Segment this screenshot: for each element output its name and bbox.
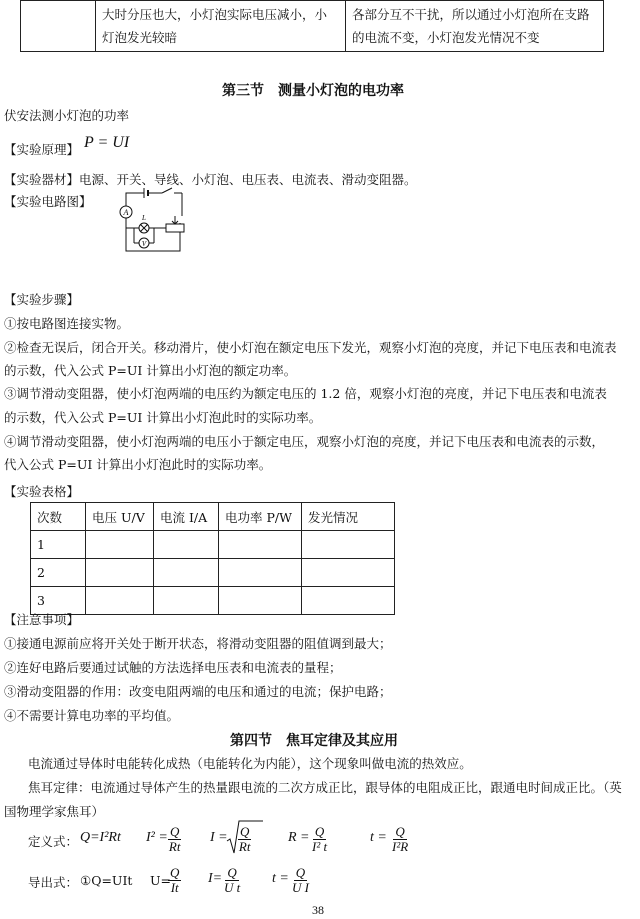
table-row — [31, 587, 395, 615]
formula-t-fraction — [392, 825, 408, 854]
table-header-row — [31, 503, 395, 531]
table-cell: 3 — [31, 587, 86, 615]
formula-i-label: I = — [210, 830, 228, 845]
table-header-cell: 发光情况 — [302, 503, 395, 531]
fraction-numerator: Q — [295, 865, 306, 880]
lamp-symbol: L — [142, 214, 146, 222]
table-cell — [219, 559, 302, 587]
experiment-table — [30, 502, 395, 615]
table-cell — [154, 559, 219, 587]
section4-title: 第四节 焦耳定律及其应用 — [230, 733, 398, 749]
table-cell — [302, 587, 395, 615]
formula-i-fraction — [238, 825, 251, 854]
step-line: ④调节滑动变阻器，使小灯泡两端的电压小于额定电压，观察小灯泡的亮度，并记下电压表和电流表的示数， — [4, 434, 605, 449]
formula-derived-u-fraction — [168, 866, 181, 895]
fraction-numerator: Q — [227, 865, 237, 880]
fraction-numerator: Q — [170, 824, 180, 839]
step-line: ①按电路图连接实物。 — [4, 316, 130, 331]
table-cell — [219, 531, 302, 559]
note-line: ③滑动变阻器的作用：改变电阻两端的电压和通过的电流；保护电路； — [4, 684, 392, 699]
rheostat-icon — [166, 224, 184, 232]
table-header-cell: 电压 U/V — [86, 503, 154, 531]
page-number: 38 — [312, 903, 324, 917]
table-cell — [154, 587, 219, 615]
fraction-denominator: Rt — [238, 839, 251, 854]
formula-derived-i-fraction — [224, 866, 240, 895]
notes-label: 【注意事项】 — [4, 612, 80, 627]
formula-q: Q=I²Rt — [80, 830, 121, 845]
table-header-cell: 电流 I/A — [154, 503, 219, 531]
table-cell — [86, 587, 154, 615]
section4-para2: 焦耳定律：电流通过导体产生的热量跟电流的二次方成正比，跟导体的电阻成正比，跟通电时间成正比。（英 — [28, 780, 622, 795]
formula-derived-u-label: U= — [150, 873, 172, 888]
fraction-denominator: It — [170, 880, 179, 895]
formula-derived-i-label: I= — [208, 871, 223, 886]
fraction-numerator: Q — [170, 865, 180, 880]
voltmeter-symbol: V — [141, 240, 147, 248]
steps-label: 【实验步骤】 — [4, 292, 80, 307]
formula-derived-q: ①Q=UIt — [80, 873, 133, 888]
table-cell: 1 — [31, 531, 86, 559]
formula-i2-fraction — [168, 825, 181, 854]
table-cell-empty — [21, 1, 96, 52]
table-header-cell: 次数 — [31, 503, 86, 531]
fraction-denominator: U I — [292, 880, 309, 895]
formula-r-label: R = — [288, 830, 310, 845]
ammeter-symbol: A — [123, 208, 129, 217]
step-line: ③调节滑动变阻器，使小灯泡两端的电压约为额定电压的 1.2 倍，观察小灯泡的亮度，并记下电压表和电流表 — [4, 386, 607, 401]
table-cell — [86, 531, 154, 559]
note-line: ④不需要计算电功率的平均值。 — [4, 708, 180, 723]
formula-i2-label: I² = — [146, 830, 168, 845]
step-line: 的示数，代入公式 P=UI 计算出小灯泡此时的实际功率。 — [4, 410, 322, 425]
formula-derived-t-fraction — [292, 866, 309, 895]
formula-derived-t-label: t = — [272, 871, 289, 886]
table-cell — [219, 587, 302, 615]
table-cell — [302, 531, 395, 559]
table-label: 【实验表格】 — [4, 484, 80, 499]
table-cell-left: 大时分压也大，小灯泡实际电压减小，小灯泡发光较暗 — [96, 1, 346, 52]
fraction-denominator: I²R — [392, 839, 409, 854]
fraction-numerator: Q — [240, 824, 250, 839]
equipment-line: 【实验器材】电源、开关、导线、小灯泡、电压表、电流表、滑动变阻器。 — [4, 172, 417, 187]
formula-r-fraction — [312, 825, 327, 854]
derived-label: 导出式： — [28, 875, 79, 890]
fraction-denominator: I² t — [312, 839, 328, 854]
circuit-label: 【实验电路图】 — [4, 194, 92, 209]
table-cell — [154, 531, 219, 559]
table-header-cell: 电功率 P/W — [219, 503, 302, 531]
table-row — [31, 559, 395, 587]
definition-label: 定义式： — [28, 834, 79, 849]
formula-t-label: t = — [370, 830, 387, 845]
fraction-denominator: Rt — [168, 839, 181, 854]
note-line: ②连好电路后要通过试触的方法选择电压表和电流表的量程； — [4, 660, 342, 675]
table-cell-right: 各部分互不干扰，所以通过小灯泡所在支路的电流不变，小灯泡发光情况不变 — [346, 1, 604, 52]
table-row — [31, 531, 395, 559]
continued-table — [20, 0, 604, 52]
table-cell — [86, 559, 154, 587]
fraction-numerator: Q — [395, 824, 405, 839]
fraction-numerator: Q — [314, 824, 325, 839]
section4-para2-cont: 国物理学家焦耳） — [4, 804, 105, 819]
principle-label: 【实验原理】 — [4, 142, 80, 157]
step-line: ②检查无误后，闭合开关。移动滑片，使小灯泡在额定电压下发光，观察小灯泡的亮度，并记下电压表和电流表 — [4, 340, 617, 355]
section3-subtitle: 伏安法测小灯泡的功率 — [4, 108, 130, 123]
principle-formula: P = UI — [84, 134, 130, 151]
fraction-denominator: U t — [224, 880, 241, 895]
note-line: ①接通电源前应将开关处于断开状态，将滑动变阻器的阻值调到最大； — [4, 636, 392, 651]
step-line: 代入公式 P=UI 计算出小灯泡此时的实际功率。 — [4, 457, 272, 472]
section3-title: 第三节 测量小灯泡的电功率 — [222, 83, 404, 99]
circuit-diagram — [110, 183, 195, 263]
table-cell — [302, 559, 395, 587]
step-line: 的示数，代入公式 P=UI 计算出小灯泡的额定功率。 — [4, 363, 297, 378]
section4-para1: 电流通过导体时电能转化成热（电能转化为内能），这个现象叫做电流的热效应。 — [28, 756, 472, 771]
table-cell: 2 — [31, 559, 86, 587]
